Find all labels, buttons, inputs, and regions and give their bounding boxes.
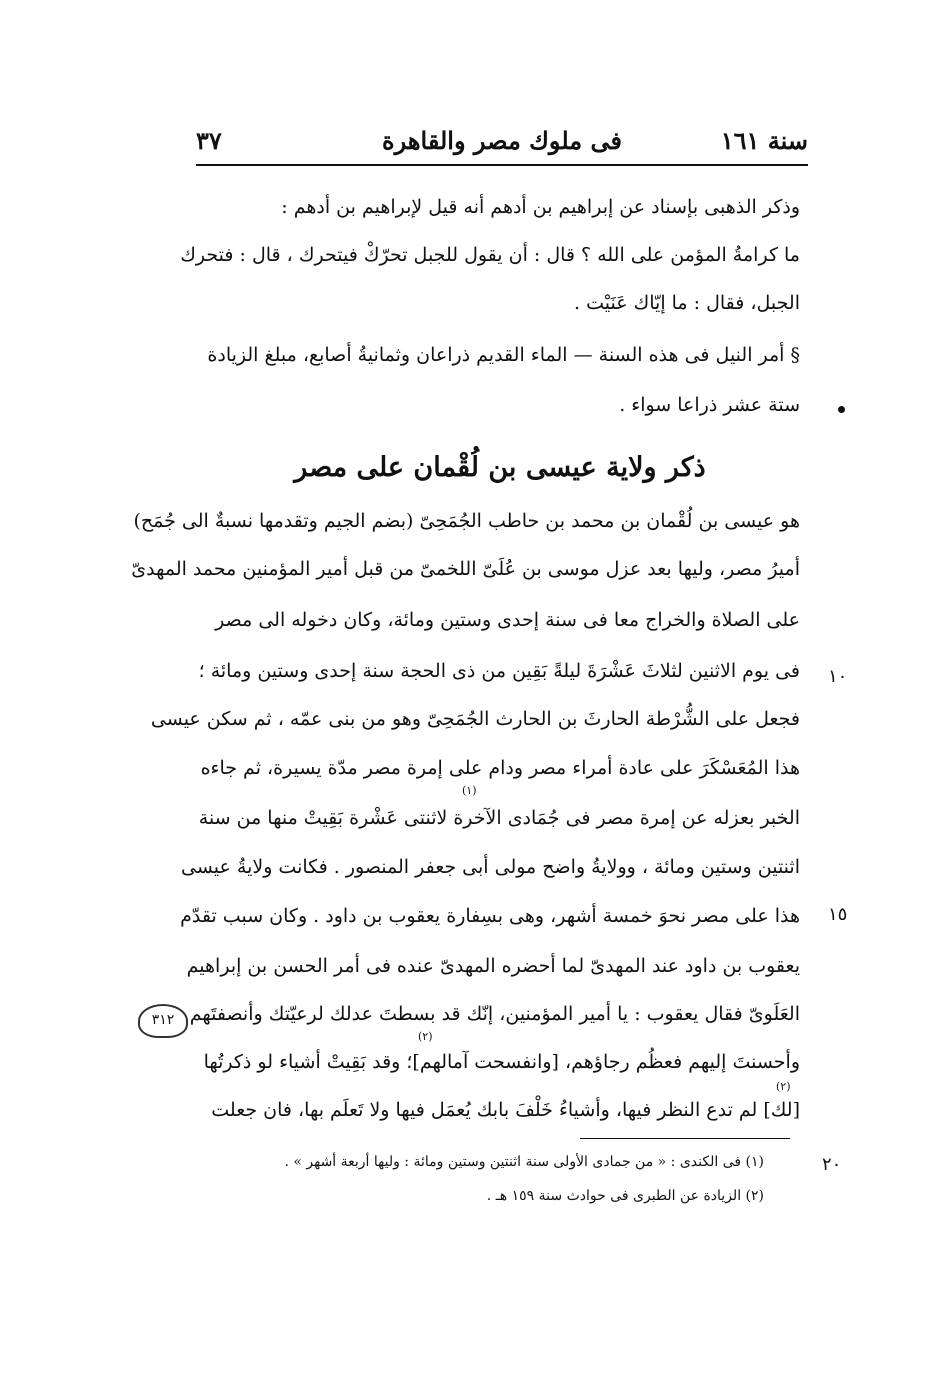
page-stamp: ٣١٢ (138, 1004, 188, 1038)
line-number-15: ١٥ (828, 904, 848, 925)
text-line: يعقوب بن داود عند المهدىّ لما أحضره المهدىّ عنده فى أمر الحسن بن إبراهيم (186, 955, 800, 977)
footnote-marker: (١) (462, 784, 477, 797)
margin-dot (838, 406, 845, 413)
text-line: وذكر الذهبى بإسناد عن إبراهيم بن أدهم أنه قيل لإبراهيم بن أدهم : (281, 196, 800, 218)
footnote-2: (٢) الزيادة عن الطبرى فى حوادث سنة ١٥٩ هـ . (486, 1188, 764, 1204)
text-line: فى يوم الاثنين لثلاثَ عَشْرَةَ ليلةً بَقِين من ذى الحجة سنة إحدى وستين ومائة ؛ (198, 660, 800, 682)
text-line: ستة عشر ذراعا سواء . (619, 394, 800, 416)
text-line: ما كرامةُ المؤمن على الله ؟ قال : أن يقول للجبل تحرّكْ فيتحرك ، قال : فتحرك (180, 244, 800, 266)
text-line: وأحسنتَ إليهم فعظُم رجاؤهم، [وانفسحت آمالهم]؛ وقد بَقِيتْ أشياء لو ذكرتُها (203, 1051, 800, 1073)
footnote-marker: (٢) (776, 1080, 791, 1093)
text-line: فجعل على الشُّرْطة الحارثَ بن الحارث الجُمَحِىّ وهو من بنى عمّه ، ثم سكن عيسى (150, 708, 800, 730)
footnote-rule (580, 1138, 790, 1139)
text-line: § أمر النيل فى هذه السنة — الماء القديم ذراعان وثمانيةُ أصابع، مبلغ الزيادة (207, 344, 800, 366)
text-line: هو عيسى بن لُقْمان بن محمد بن حاطب الجُمَحِىّ (بضم الجيم وتقدمها نسبةٌ الى جُمَح) (133, 510, 800, 532)
line-number-10: ١٠ (828, 666, 848, 687)
text-line: هذا على مصر نحوَ خمسة أشهر، وهى بسِفارة يعقوب بن داود . وكان سبب تقدّم (180, 905, 800, 927)
section-title: ذكر ولاية عيسى بن لُقْمان على مصر (294, 452, 706, 483)
footnote-marker: (٢) (418, 1030, 433, 1043)
text-line: هذا المُعَسْكَرَ على عادة أمراء مصر ودام على إمرة مصر مدّة يسيرة، ثم جاءه (200, 757, 800, 779)
header-title: فى ملوك مصر والقاهرة (382, 126, 622, 155)
line-number-20: ٢٠ (822, 1154, 842, 1175)
text-line: الخبر بعزله عن إمرة مصر فى جُمَادى الآخرة لاثنتى عَشْرة بَقِيتْ منها من سنة (198, 807, 800, 829)
text-line: العَلَوىّ فقال يعقوب : يا أمير المؤمنين، إنّك قد بسطتَ عدلك لرعيّتك وأنصفتَهم (189, 1003, 800, 1025)
text-line: أميرُ مصر، وليها بعد عزل موسى بن عُلَىّ اللخمىّ من قبل أمير المؤمنين محمد المهدىّ (131, 558, 800, 580)
running-header (196, 120, 808, 160)
footnote-1: (١) فى الكندى : « من جمادى الأولى سنة اثنتين وستين ومائة : وليها أربعة أشهر » . (284, 1154, 764, 1170)
text-line: الجبل، فقال : ما إيّاك عَنَيْت . (574, 292, 800, 314)
header-year: سنة ١٦١ (720, 126, 808, 155)
text-line: اثنتين وستين ومائة ، وولايةُ واضح مولى أبى جعفر المنصور . فكانت ولايةُ عيسى (180, 856, 800, 878)
text-line: على الصلاة والخراج معا فى سنة إحدى وستين ومائة، وكان دخوله الى مصر (215, 609, 800, 631)
text-line: [لك] لم تدع النظر فيها، وأشياءُ خَلْفَ بابك يُعمَل فيها ولا تَعلَم بها، فان جعلت (211, 1099, 800, 1121)
header-rule (196, 164, 808, 166)
page-number: ٣٧ (196, 126, 222, 155)
